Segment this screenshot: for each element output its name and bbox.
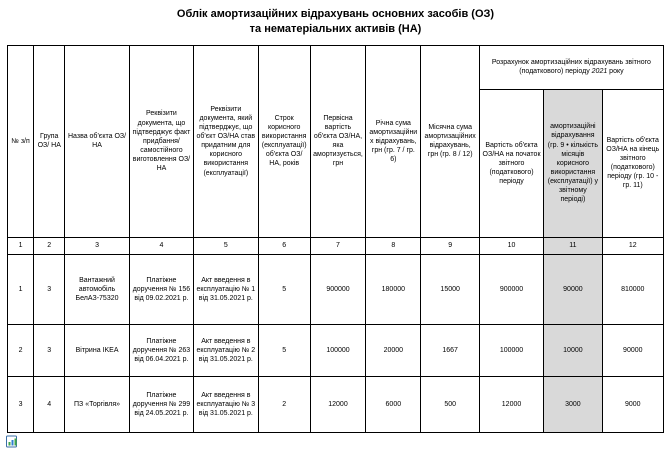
header-row-1	[8, 45, 664, 89]
col-number: 10	[479, 237, 543, 254]
col-header-name: Назва об'єкта ОЗ/НА	[65, 45, 129, 237]
col-header-period-calc	[479, 45, 663, 89]
cell-annual-sum: 180000	[366, 254, 421, 324]
col-number: 8	[366, 237, 421, 254]
col-number: 11	[544, 237, 602, 254]
cell-monthly-sum: 1667	[421, 324, 479, 376]
col-number: 5	[194, 237, 258, 254]
cell-value-start: 12000	[479, 376, 543, 432]
table-row	[8, 254, 664, 324]
table-row	[8, 376, 664, 432]
cell-group: 3	[34, 254, 65, 324]
col-number: 6	[258, 237, 310, 254]
amortization-table	[7, 45, 664, 433]
period-calc-year: 2021	[591, 68, 608, 76]
cell-initial-cost: 900000	[310, 254, 365, 324]
col-header-initial-cost: Первісна вартість об'єкта ОЗ/НА, яка амортизується, грн	[310, 45, 365, 237]
cell-deduction: 3000	[544, 376, 602, 432]
cell-value-end: 9000	[602, 376, 663, 432]
period-calc-prefix: Розрахунок амортизаційних відрахувань звітного (податкового) періоду	[491, 59, 651, 76]
cell-doc-ready: Акт введення в експлуатацію № 3 від 31.05.2021 р.	[194, 376, 258, 432]
cell-num: 1	[8, 254, 34, 324]
cell-name: ПЗ «Торгівля»	[65, 376, 129, 432]
cell-deduction: 90000	[544, 254, 602, 324]
col-header-value-start: Вартість об'єкта ОЗ/НА на початок звітного (податкового) періоду	[479, 89, 543, 237]
cell-value-end: 810000	[602, 254, 663, 324]
col-header-doc-ready: Реквізити документа, який підтверджує, що об'єкт ОЗ/НА став придатним для корисного використання (експлуатації)	[194, 45, 258, 237]
cell-deduction: 10000	[544, 324, 602, 376]
title-line1: Облік амортизаційних відрахувань основних засобів (ОЗ)	[176, 8, 495, 20]
cell-group: 3	[34, 324, 65, 376]
cell-doc-ready: Акт введення в експлуатацію № 2 від 31.05.2021 р.	[194, 324, 258, 376]
col-header-doc-purchase: Реквізити документа, що підтверджує факт придбання/ самостійного виготовлення ОЗ/НА	[129, 45, 193, 237]
cell-num: 3	[8, 376, 34, 432]
col-number: 4	[129, 237, 193, 254]
cell-useful-life: 2	[258, 376, 310, 432]
col-number: 1	[8, 237, 34, 254]
cell-value-end: 90000	[602, 324, 663, 376]
cell-doc-purchase: Платіжне доручення № 299 від 24.05.2021 р.	[129, 376, 193, 432]
cell-doc-ready: Акт введення в експлуатацію № 1 від 31.05.2021 р.	[194, 254, 258, 324]
col-header-group: Група ОЗ/ НА	[34, 45, 65, 237]
cell-monthly-sum: 15000	[421, 254, 479, 324]
col-header-value-end: Вартість об'єкта ОЗ/НА на кінець звітного (податкового) періоду (гр. 10 - гр. 11)	[602, 89, 663, 237]
app-icon	[6, 435, 19, 448]
col-header-monthly-sum: Місячна сума амортизаційних відрахувань, грн (гр. 8 / 12)	[421, 45, 479, 237]
document-title	[7, 7, 664, 38]
cell-useful-life: 5	[258, 324, 310, 376]
col-header-deduction: амортизаційні відрахування (гр. 9 • кількість місяців корисного використання (експлуатації) у звітному періоді)	[544, 89, 602, 237]
table-row	[8, 324, 664, 376]
cell-name: Вантажний автомобіль БелАЗ-75320	[65, 254, 129, 324]
col-number: 3	[65, 237, 129, 254]
cell-initial-cost: 12000	[310, 376, 365, 432]
col-header-useful-life: Строк корисного використання (експлуатації) об'єкта ОЗ/НА, років	[258, 45, 310, 237]
cell-monthly-sum: 500	[421, 376, 479, 432]
cell-doc-purchase: Платіжне доручення № 263 від 06.04.2021 р.	[129, 324, 193, 376]
col-number: 7	[310, 237, 365, 254]
cell-initial-cost: 100000	[310, 324, 365, 376]
col-number: 9	[421, 237, 479, 254]
cell-useful-life: 5	[258, 254, 310, 324]
cell-group: 4	[34, 376, 65, 432]
cell-value-start: 100000	[479, 324, 543, 376]
col-number: 12	[602, 237, 663, 254]
cell-doc-purchase: Платіжне доручення № 156 від 09.02.2021 р.	[129, 254, 193, 324]
col-header-num: № з/п	[8, 45, 34, 237]
col-number: 2	[34, 237, 65, 254]
period-calc-suffix: року	[607, 68, 624, 76]
cell-annual-sum: 6000	[366, 376, 421, 432]
cell-num: 2	[8, 324, 34, 376]
column-number-row	[8, 237, 664, 254]
title-line2: та нематеріальних активів (НА)	[249, 23, 422, 36]
cell-value-start: 900000	[479, 254, 543, 324]
cell-annual-sum: 20000	[366, 324, 421, 376]
cell-name: Вітрина IKEA	[65, 324, 129, 376]
col-header-annual-sum: Річна сума амортизаційних відрахувань, грн (гр. 7 / гр. 6)	[366, 45, 421, 237]
